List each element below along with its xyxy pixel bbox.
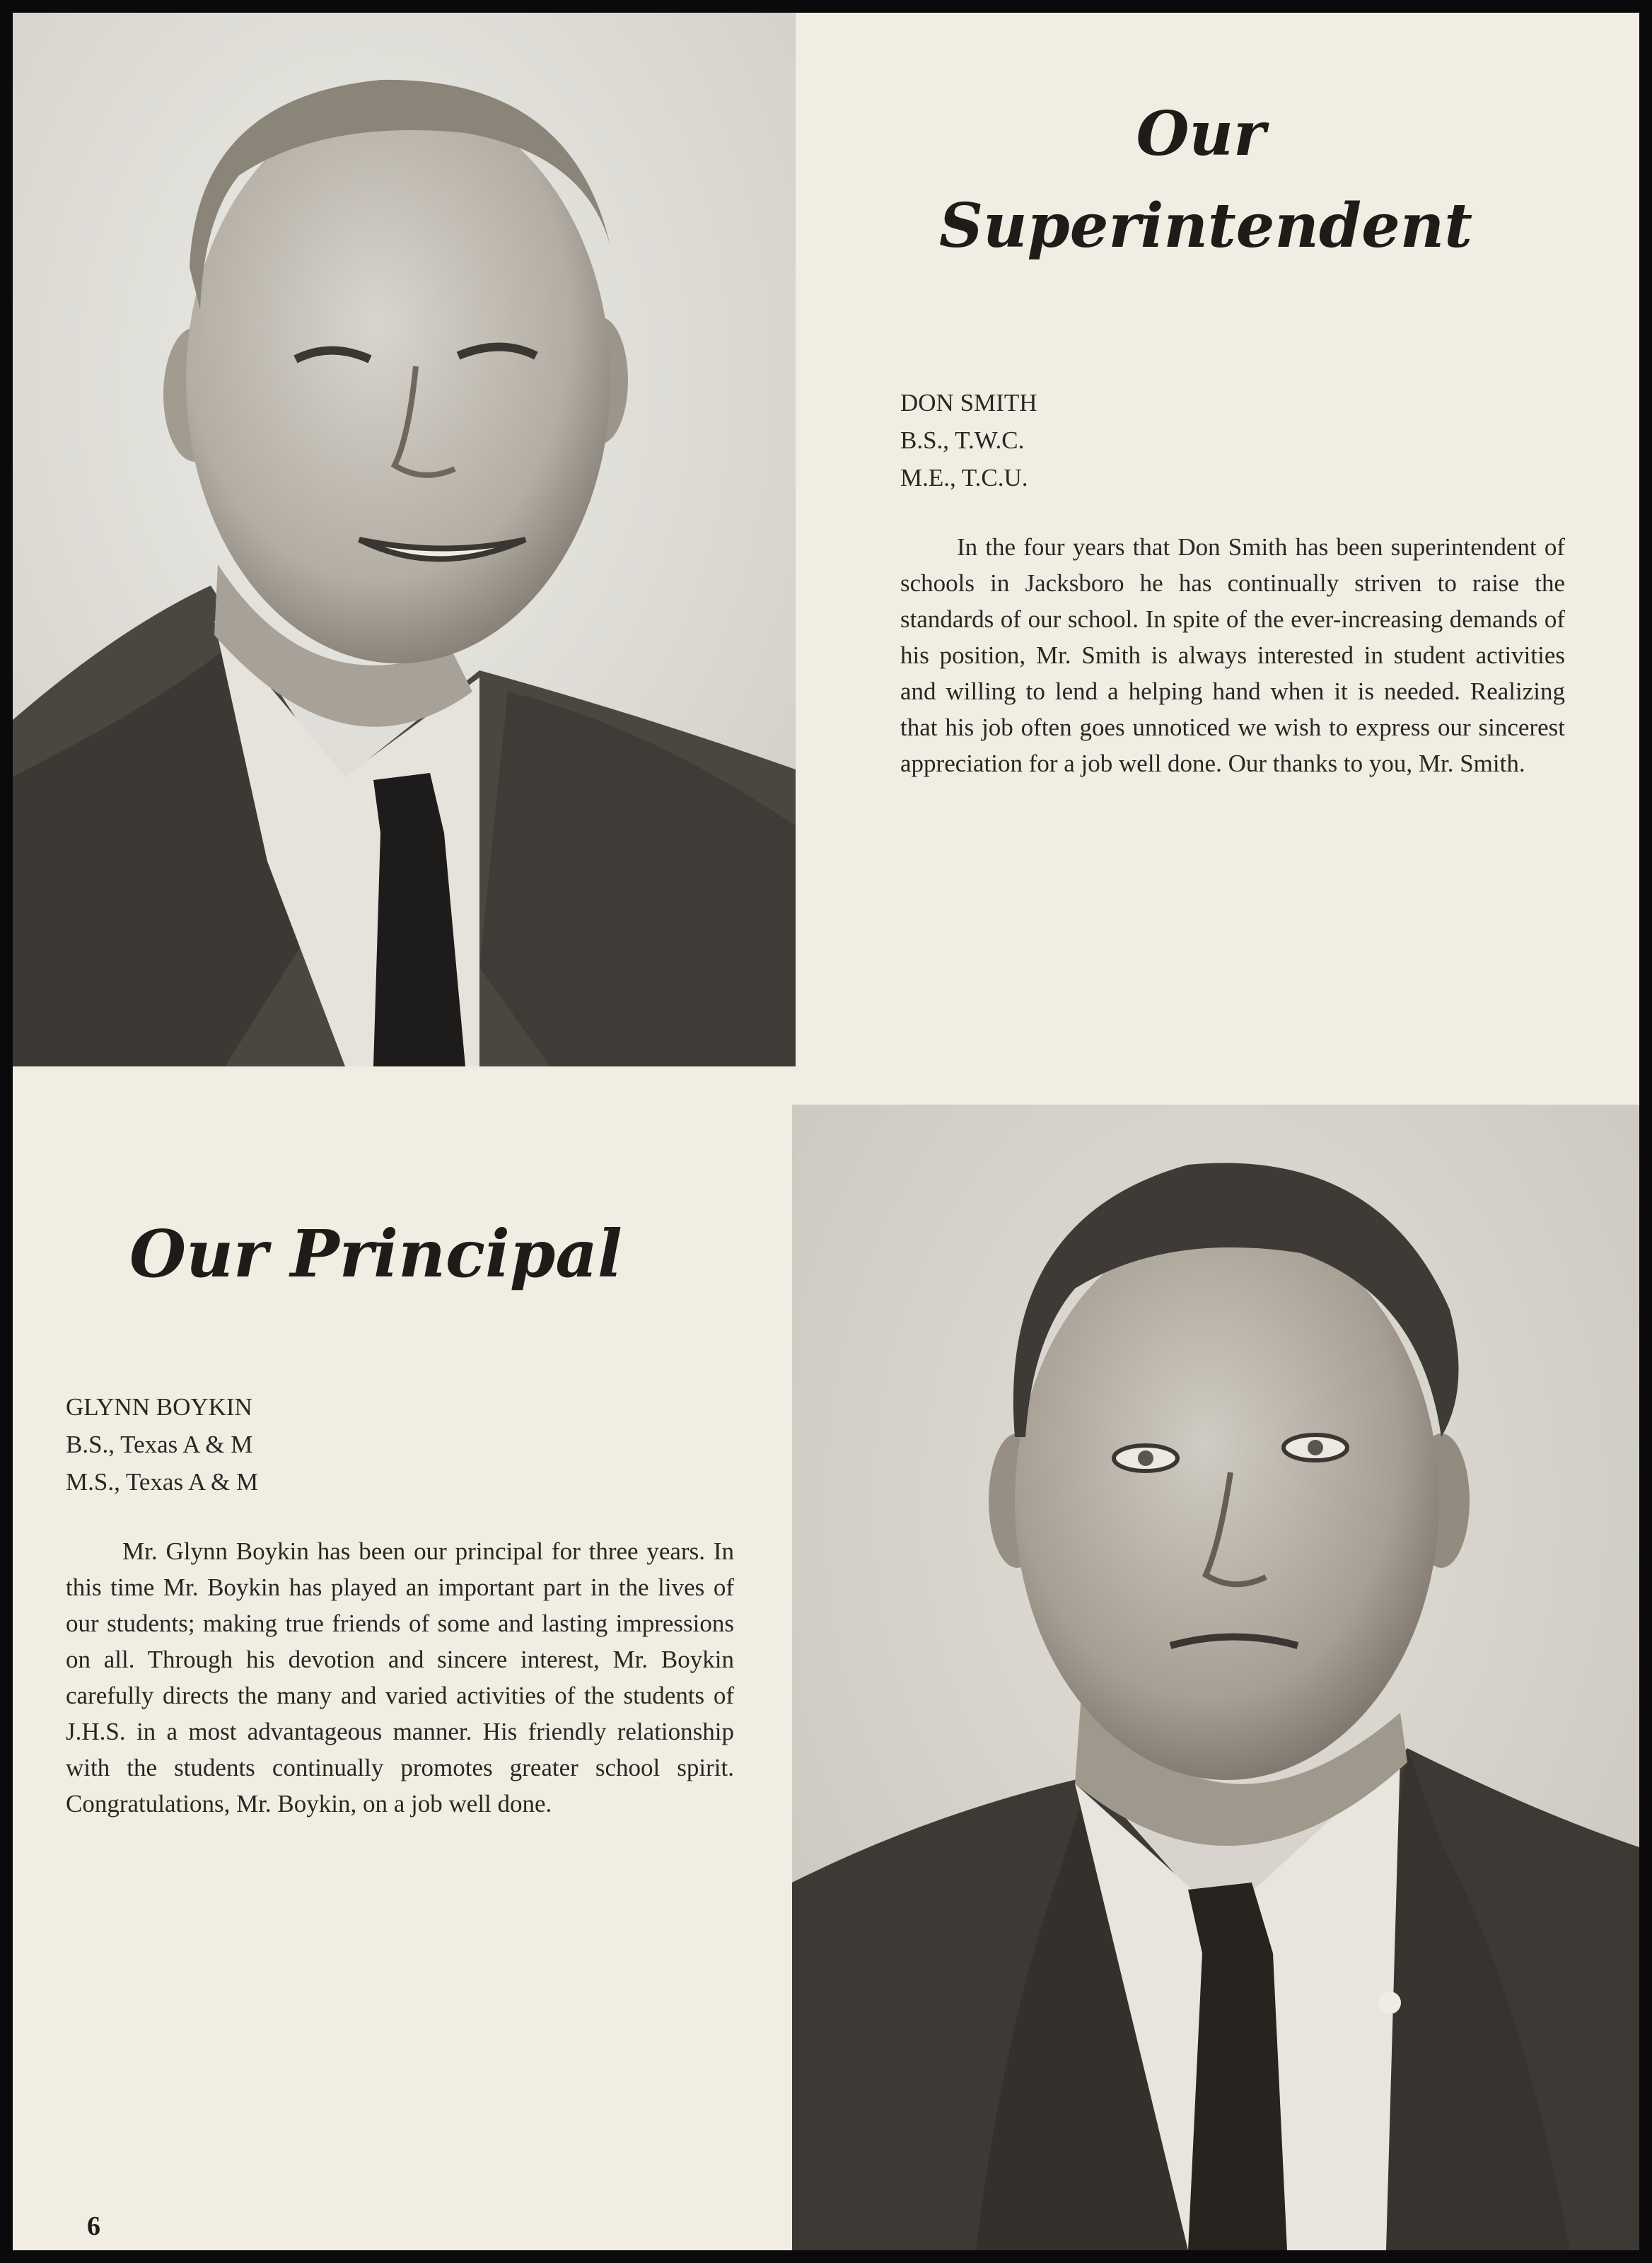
- principal-credentials: [66, 1388, 490, 1501]
- yearbook-page: [13, 13, 1639, 2250]
- principal-heading: Our Principal: [129, 1216, 622, 1292]
- superintendent-tribute: In the four years that Don Smith has been superintendent of schools in Jacksboro he has continually striven to raise the standards of our school. In spite of the ever-increasing demands of his position, Mr. Smith is always interested in student activities and willing to lend a helping hand when it is needed. Realizing that his job often goes unnoticed we wish to express our sincerest appreciation for a job well done. Our thanks to you, Mr. Smith.: [900, 533, 1565, 777]
- principal-portrait: [792, 1105, 1639, 2250]
- superintendent-degree-1: B.S., T.W.C.: [900, 426, 1025, 454]
- superintendent-heading-line1: Our: [1136, 98, 1266, 170]
- superintendent-degree-2: M.E., T.C.U.: [900, 464, 1028, 491]
- principal-tribute: Mr. Glynn Boykin has been our principal for three years. In this time Mr. Boykin has played an important part in the lives of our students; making true friends of some and lasting impressions on all. Through his devotion and sincere interest, Mr. Boykin carefully directs the many and varied activities of the students of J.H.S. in a most advantageous manner. His friendly relationship with the students continually promotes greater school spirit. Congratulations, Mr. Boykin, on a job well done.: [66, 1537, 734, 1817]
- superintendent-name: DON SMITH: [900, 389, 1037, 417]
- principal-degree-2: M.S., Texas A & M: [66, 1468, 259, 1496]
- superintendent-portrait: [13, 13, 796, 1066]
- superintendent-heading-line2: Superintendent: [939, 190, 1473, 262]
- page-number: 6: [87, 2211, 100, 2241]
- principal-degree-1: B.S., Texas A & M: [66, 1431, 253, 1458]
- superintendent-portrait-illustration: [13, 13, 796, 1066]
- principal-name: GLYNN BOYKIN: [66, 1393, 252, 1421]
- principal-portrait-illustration: [792, 1105, 1639, 2250]
- superintendent-credentials: [900, 384, 1325, 496]
